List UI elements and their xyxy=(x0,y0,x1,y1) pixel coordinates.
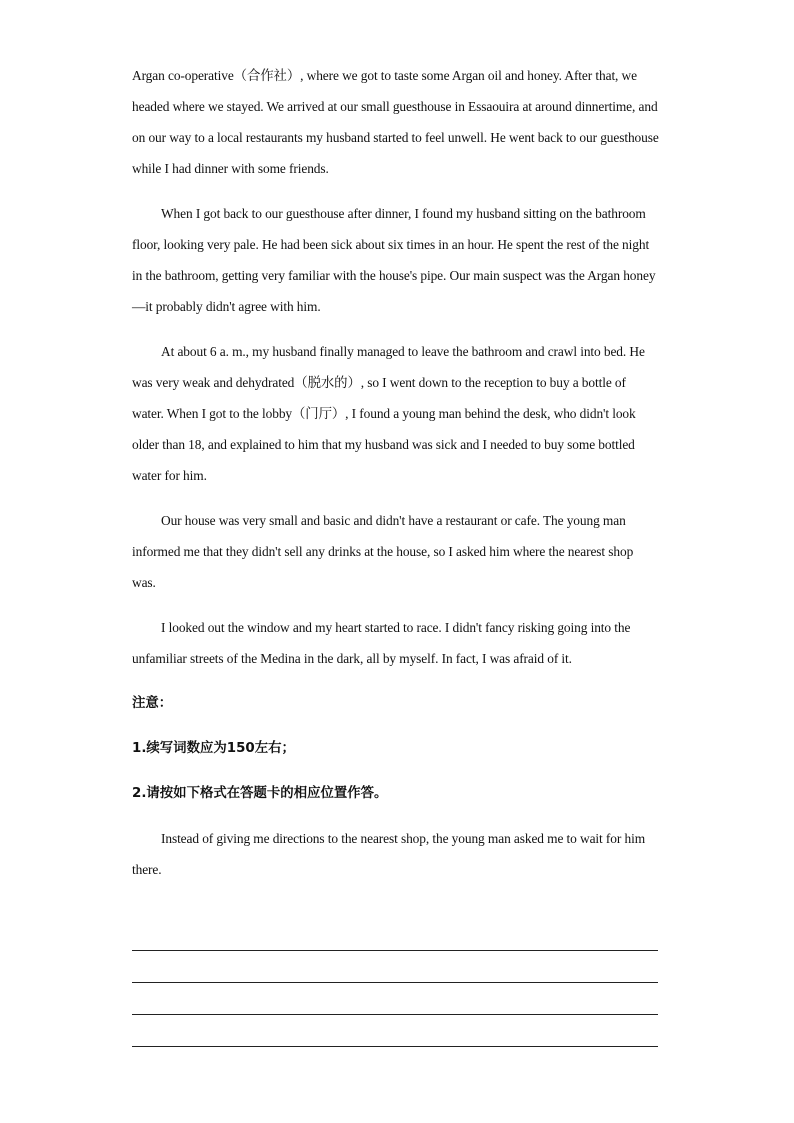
story-paragraph-2: When I got back to our guesthouse after dinner, I found my husband sitting on the bathroom floor, looking very pale. He had been sick about six times in an hour. He spent the rest of the night in the bathroom, getting very familiar with the house's pipe. Our main suspect was the Argan honey—it probably didn't agree with him. xyxy=(132,206,656,314)
answer-line[interactable] xyxy=(132,1014,658,1015)
story-paragraph-1: Argan co-operative（合作社）, where we got to taste some Argan oil and honey. After that, we headed where we stayed. We arrived at our small guesthouse in Essaouira at around dinnertime, and on our way to a local restaurants my husband started to feel unwell. He went back to our guesthouse while I had dinner with some friends. xyxy=(132,68,659,176)
notes-heading: 注意： xyxy=(132,696,173,711)
story-paragraph-4: Our house was very small and basic and didn't have a restaurant or cafe. The young man informed me that they didn't sell any drinks at the house, so I asked him where the nearest shop was. xyxy=(132,513,634,590)
note-format: 2.请按如下格式在答题卡的相应位置作答。 xyxy=(132,786,388,801)
story-paragraph-3: At about 6 a. m., my husband finally managed to leave the bathroom and crawl into bed. He was very weak and dehydrated（脱水的）, so I went down to the reception to buy a bottle of water. When I got to the lobby（门厅）, I found a young man behind the desk, who didn't look older than 18, and explained to him that my husband was sick and I needed to buy some bottled water for him. xyxy=(132,344,645,483)
note-word-count: 1.续写词数应为150左右； xyxy=(132,741,295,756)
continuation-prompt: Instead of giving me directions to the nearest shop, the young man asked me to wait for him there. xyxy=(132,831,646,877)
document-page xyxy=(132,60,660,899)
answer-lines xyxy=(132,950,658,1078)
answer-line[interactable] xyxy=(132,1046,658,1047)
story-paragraph-5: I looked out the window and my heart started to race. I didn't fancy risking going into the unfamiliar streets of the Medina in the dark, all by myself. In fact, I was afraid of it. xyxy=(132,620,631,666)
answer-line[interactable] xyxy=(132,950,658,951)
answer-line[interactable] xyxy=(132,982,658,983)
